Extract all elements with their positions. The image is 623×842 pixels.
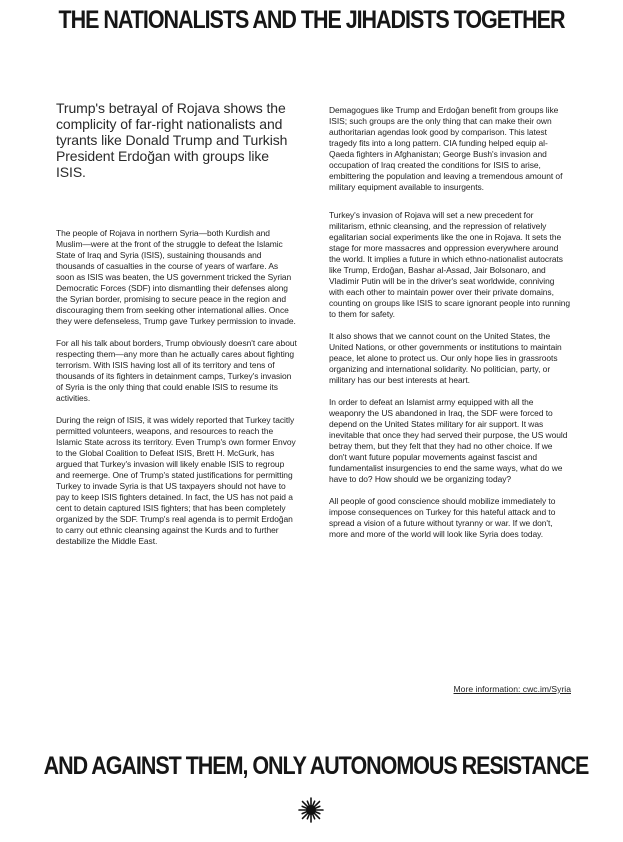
right-paragraph-1: Demagogues like Trump and Erdoğan benefit from groups like ISIS; such groups are the only thing that can make their own authoritarian agendas look good by comparison. This latest tragedy fits into a long pattern. CIA funding helped equip al-Qaeda fighters in Afghanistan; George Bush's invasion and occupation of Iraq created the conditions for ISIS to arise, embittering the population and leaving a tremendous amount of military equipment available to insurgents.	[329, 105, 563, 192]
bottom-headline: AND AGAINST THEM, ONLY AUTONOMOUS RESISTANCE	[43, 752, 589, 780]
left-paragraph-3: During the reign of ISIS, it was widely reported that Turkey tacitly permitted volunteers, weapons, and resources to reach the Islamic State across its territory. Even Trump's own former Envoy to the Global Coalition to Defeat ISIS, Brett H. McGurk, has argued that Turkey's invasion will likely enable ISIS to regroup and reemerge. One of Trump's stated justifications for permitting Turkey to invade Syria is that US taxpayers should not have to pay to keep ISIS fighters detained. In fact, the US has not paid a cent to detain captured ISIS fighters; that has been completely organized by the SDF. Trump's real agenda is to permit Erdoğan to carry out ethnic cleansing against the Kurds and to further destabilize the Middle East.	[56, 415, 296, 546]
right-paragraph-5: All people of good conscience should mobilize immediately to impose consequences on Turkey for this hateful attack and to spread a vision of a future without tyranny or war. If we don't, more and more of the world will look like Syria does today.	[329, 496, 556, 539]
right-paragraph-3: It also shows that we cannot count on the United States, the United Nations, or other governments or institutions to maintain peace, let alone to protect us. Our only hope lies in grassroots organizing and international solidarity. No politician, party, or military has our best interests at heart.	[329, 331, 562, 385]
star-burst-icon	[298, 797, 324, 823]
right-paragraph-4: In order to defeat an Islamist army equipped with all the weaponry the US abandoned in Iraq, the SDF were forced to depend on the United States military for air support. It was inevitable that once they had served their purpose, the US would betray them, but they felt that they had no other choice. If we don't want future popular movements against fascist and fundamentalist insurgencies to end the same ways, what do we have to do? How should we be organizing today?	[329, 397, 568, 484]
left-paragraph-2: For all his talk about borders, Trump obviously doesn't care about respecting them—any more than he actually cares about fighting terrorism. With ISIS having lost all of its territory and tens of thousands of its fighters in detainment camps, Turkey's invasion of Syria is the only thing that could enable ISIS to resume its activities.	[56, 338, 297, 403]
more-info-link[interactable]: More information: cwc.im/Syria	[453, 684, 571, 694]
lead-paragraph: Trump's betrayal of Rojava shows the complicity of far-right nationalists and tyrants like Donald Trump and Turkish President Erdoğan with groups like ISIS.	[56, 100, 288, 180]
left-paragraph-1: The people of Rojava in northern Syria—both Kurdish and Muslim—were at the front of the struggle to defeat the Islamic State of Iraq and Syria (ISIS), sustaining thousands and thousands of casualties in the course of years of warfare. As soon as ISIS was beaten, the US government tricked the Syrian Democratic Forces (SDF) into dismantling their defenses along the Syrian border, promising to secure peace in the region and discouraging them from seeking other international allies. Once they were defenseless, Trump gave Turkey permission to invade.	[56, 228, 296, 326]
left-column	[56, 100, 298, 547]
right-column	[329, 105, 571, 540]
top-headline: THE NATIONALISTS AND THE JIHADISTS TOGETHER	[58, 6, 565, 34]
right-paragraph-2: Turkey's invasion of Rojava will set a new precedent for militarism, ethnic cleansing, and the repression of relatively egalitarian social experiments like the one in Rojava. It sets the stage for more massacres and oppression everywhere around the world. It implies a future in which ethno-nationalist autocrats like Trump, Erdoğan, Bashar al-Assad, Jair Bolsonaro, and Vladimir Putin will be in the driver's seat worldwide, conniving with each other to maintain power over their private domains, counting on groups like ISIS to scare ignorant people into running to them for safety.	[329, 210, 571, 319]
